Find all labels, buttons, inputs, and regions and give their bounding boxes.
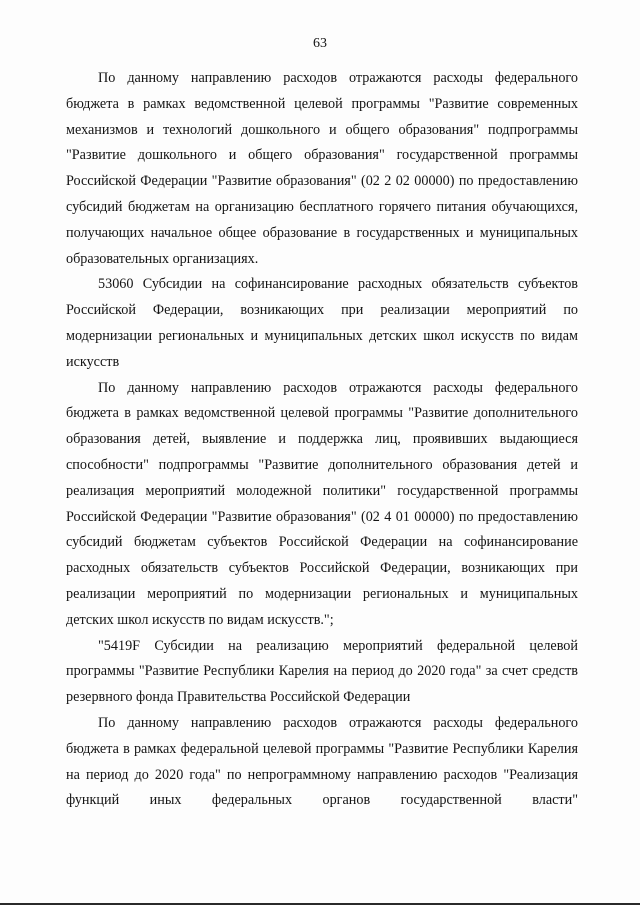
paragraph-code-53060-heading: 53060 Субсидии на софинансирование расходных обязательств субъектов Российской Федерации, возникающих при реализации мероприятий по модернизации региональных и муниципальных детских школ искусств по видам искусств bbox=[66, 276, 578, 370]
page-number: 63 bbox=[313, 36, 327, 51]
document-body bbox=[66, 66, 578, 814]
paragraph-code-5419f-heading: "5419F Субсидии на реализацию мероприятий федеральной целевой программы "Развитие Республики Карелия на период до 2020 года" за счет средств резервного фонда Правительства Российской Федерации bbox=[66, 637, 578, 706]
paragraph-funding-direction-art-schools: По данному направлению расходов отражаются расходы федерального бюджета в рамках ведомственной целевой программы "Развитие дополнительного образования детей, выявление и поддержка лиц, проявивших выдающиеся способности" подпрограммы "Развитие дополнительного образования детей и реализация мероприятий молодежной политики" государственной программы Российской Федерации "Развитие образования" (02 4 01 00000) по предоставлению субсидий бюджетам субъектов Российской Федерации на софинансирование расходных обязательств субъектов Российской Федерации, возникающих при реализации мероприятий по модернизации региональных и муниципальных детских школ искусств по видам искусств."; bbox=[66, 379, 578, 628]
paragraph-funding-direction-hot-meals: По данному направлению расходов отражаются расходы федерального бюджета в рамках ведомственной целевой программы "Развитие современных механизмов и технологий дошкольного и общего образования" подпрограммы "Развитие дошкольного и общего образования" государственной программы Российской Федерации "Развитие образования" (02 2 02 00000) по предоставлению субсидий бюджетам на организацию бесплатного горячего питания обучающихся, получающих начальное общее образование в государственных и муниципальных образовательных организациях. bbox=[66, 70, 578, 267]
paragraph-funding-direction-karelia: По данному направлению расходов отражаются расходы федерального бюджета в рамках федеральной целевой программы "Развитие Республики Карелия на период до 2020 года" по непрограммному направлению расходов "Реализация функций иных федеральных органов государственной власти" bbox=[66, 714, 578, 809]
